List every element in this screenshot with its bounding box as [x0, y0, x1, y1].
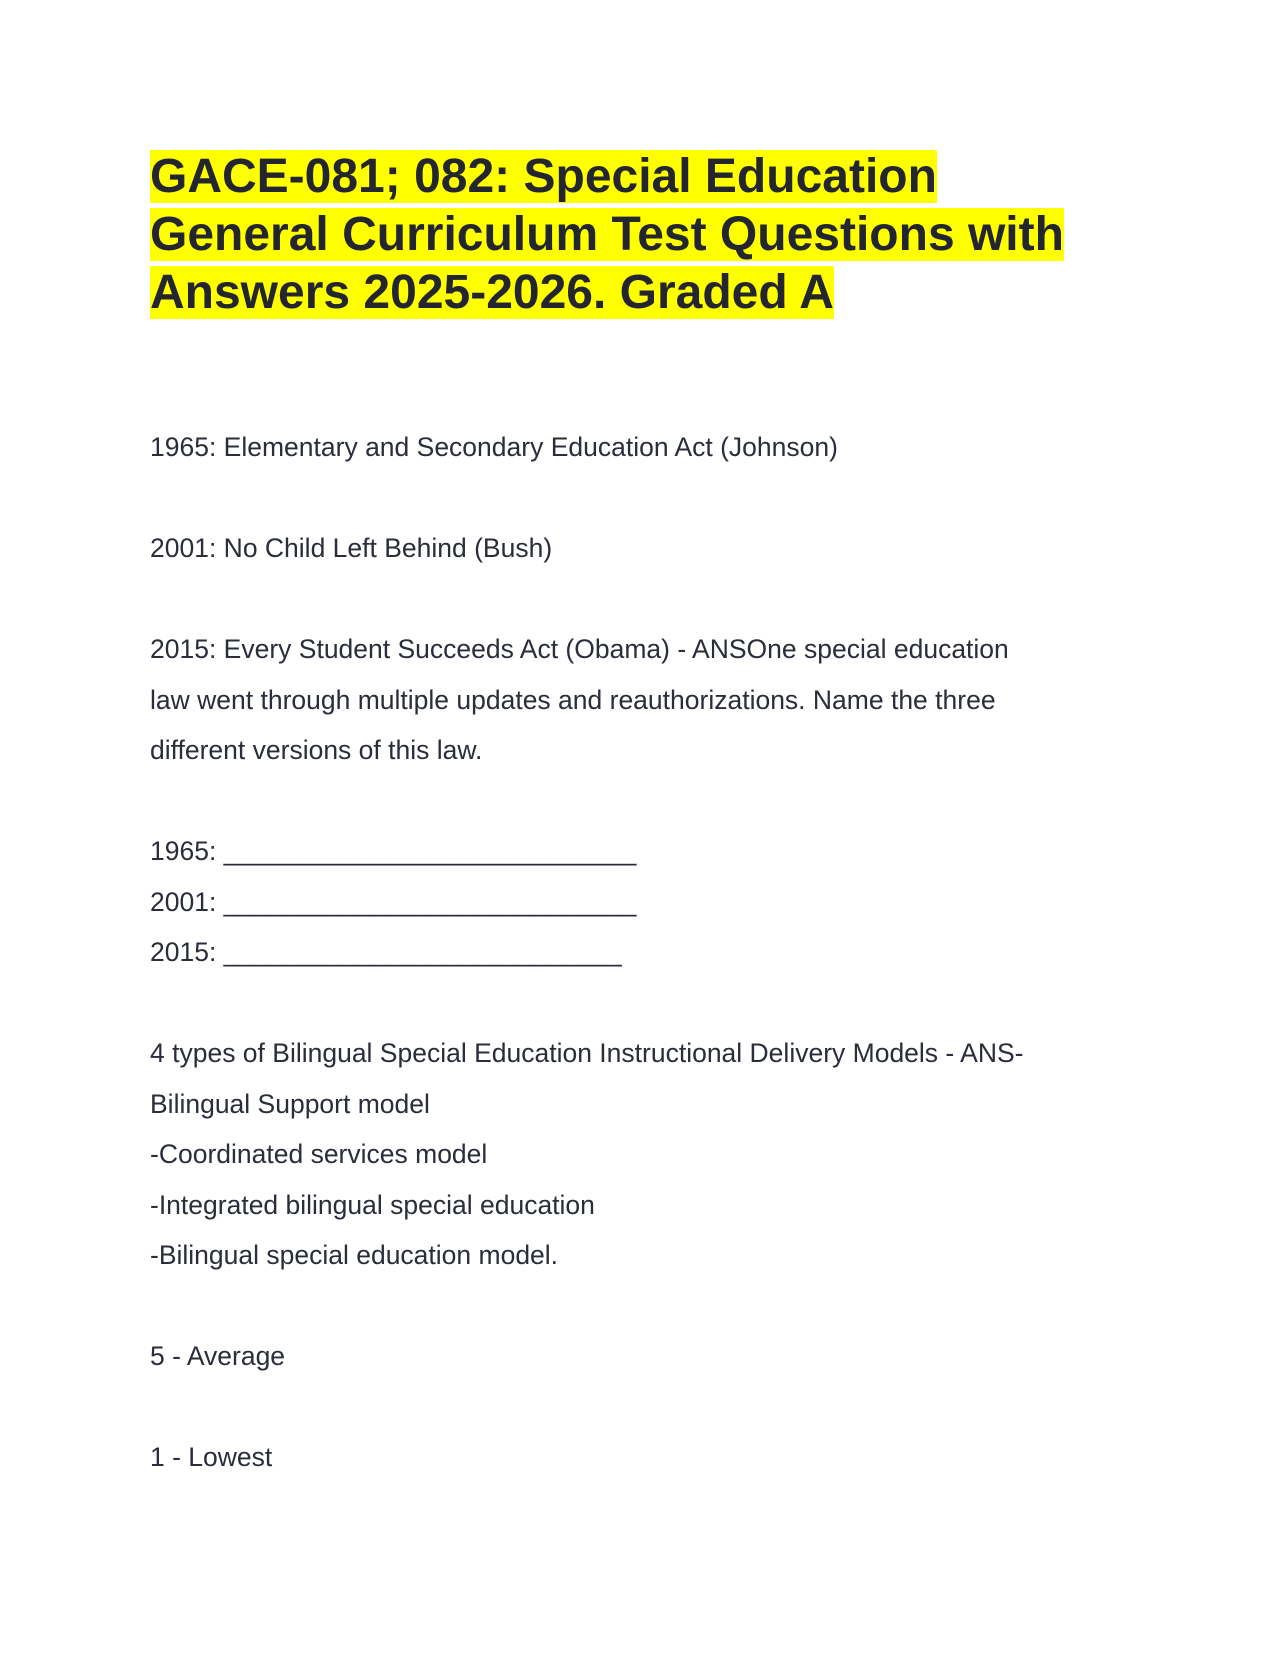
spacer [150, 978, 1130, 1029]
spacer [150, 1281, 1130, 1332]
spacer [150, 473, 1130, 524]
blank-line-2015: 2015: ___________________________ [150, 937, 622, 967]
paragraph-2015-line-1: 2015: Every Student Succeeds Act (Obama) - ANSOne special education [150, 634, 1009, 664]
paragraph-2015-line-3: different versions of this law. [150, 735, 483, 765]
paragraph-1965-act: 1965: Elementary and Secondary Education Act (Johnson) [150, 432, 838, 462]
document-body [150, 422, 1130, 1483]
paragraph-2001-act: 2001: No Child Left Behind (Bush) [150, 533, 553, 563]
spacer [150, 1382, 1130, 1433]
title-line-3: Answers 2025-2026. Graded A [150, 266, 834, 319]
bilingual-model-item: -Bilingual special education model. [150, 1240, 559, 1270]
bilingual-model-item: -Integrated bilingual special education [150, 1189, 595, 1220]
bilingual-model-item: -Coordinated services model [150, 1139, 488, 1169]
paragraph-2015-line-2: law went through multiple updates and reauthorizations. Name the three [150, 684, 996, 715]
blank-line-2001: 2001: ____________________________ [150, 886, 637, 917]
scale-lowest: 1 - Lowest [150, 1442, 273, 1472]
title-line-2: General Curriculum Test Questions with [150, 208, 1064, 261]
scale-average: 5 - Average [150, 1341, 286, 1371]
title-line-1: GACE-081; 082: Special Education [150, 150, 937, 203]
bilingual-models-question: 4 types of Bilingual Special Education Instructional Delivery Models - ANS- [150, 1038, 1024, 1068]
spacer [150, 574, 1130, 625]
bilingual-model-item: Bilingual Support model [150, 1088, 430, 1119]
blank-line-1965: 1965: ____________________________ [150, 836, 637, 866]
spacer [150, 776, 1130, 827]
document-title [150, 148, 1140, 322]
